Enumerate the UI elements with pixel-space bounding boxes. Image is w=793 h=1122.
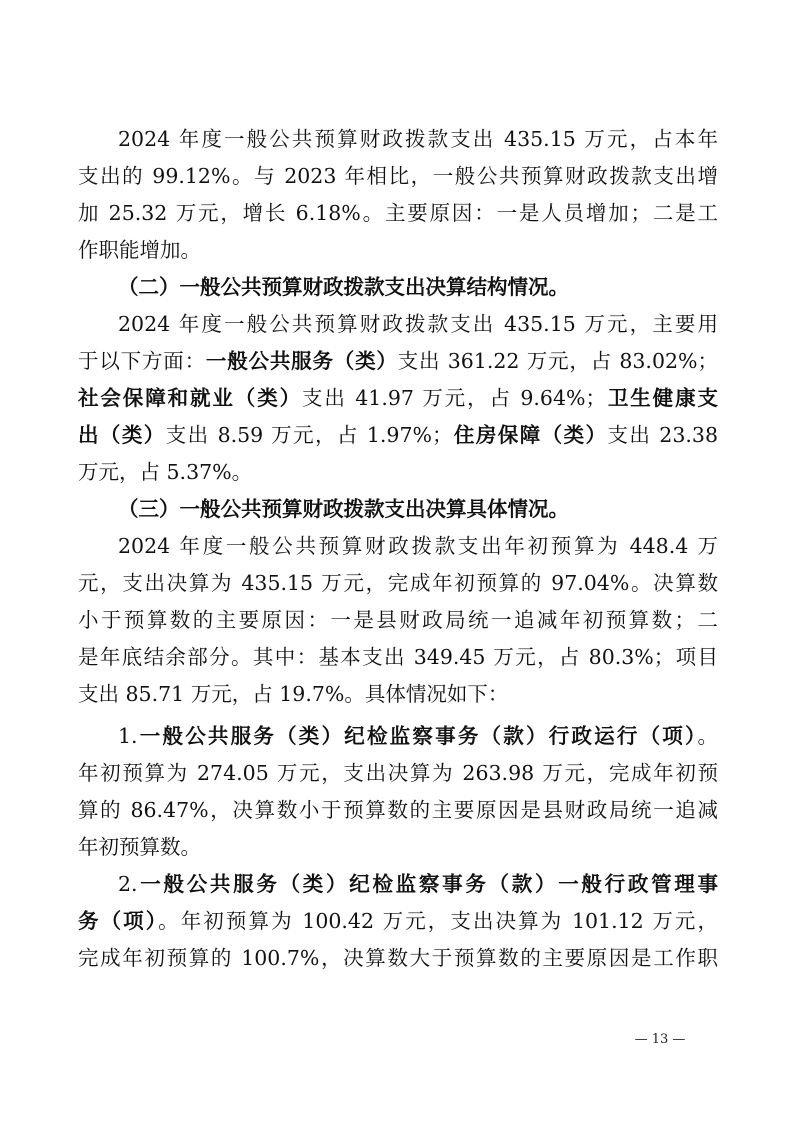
paragraph-line: 支出的 99.12%。与 2023 年相比，一般公共预算财政拨款支出增	[78, 164, 718, 188]
category-bold: 一般公共服务（类）	[205, 349, 398, 373]
text-span: 。	[697, 724, 718, 748]
text-span: 支出 23.38	[607, 423, 718, 447]
category-bold: 出（类）	[78, 423, 166, 447]
paragraph-line: 作职能增加。	[78, 238, 201, 262]
paragraph-line: 加 25.32 万元，增长 6.18%。主要原因：一是人员增加；二是工	[78, 201, 718, 225]
paragraph-line: 2024 年度一般公共预算财政拨款支出 435.15 万元，主要用	[118, 312, 718, 336]
item-title: 务（项）	[78, 909, 159, 933]
paragraph-line: 年初预算为 274.05 万元，支出决算为 263.98 万元，完成年初预	[78, 761, 718, 785]
category-bold: 住房保障（类）	[452, 423, 608, 447]
item-title: 一般公共服务（类）纪检监察事务（款）行政运行（项）	[137, 724, 698, 748]
text-span: 。年初预算为 100.42 万元，支出决算为 101.12 万元，	[158, 909, 718, 933]
text-span: 支出 361.22 万元，占 83.02%；	[397, 349, 719, 373]
category-bold: 社会保障和就业（类）	[78, 386, 303, 410]
paragraph-line	[78, 416, 718, 454]
paragraph-line: 算的 86.47%，决算数小于预算数的主要原因是县财政局统一追减	[78, 798, 718, 822]
paragraph-line: 小于预算数的主要原因：一是县财政局统一追减年初预算数；二	[78, 608, 718, 632]
paragraph-line: 是年底结余部分。其中：基本支出 349.45 万元，占 80.3%；项目	[78, 645, 718, 669]
paragraph-line: 年初预算数。	[78, 835, 201, 859]
text-span: 支出 41.97 万元，占 9.64%；	[302, 386, 606, 410]
paragraph-line: 2024 年度一般公共预算财政拨款支出 435.15 万元，占本年	[118, 127, 718, 151]
item-number: 2.	[118, 872, 138, 896]
item-heading	[118, 717, 718, 755]
category-bold: 卫生健康支	[605, 386, 718, 410]
paragraph-line: 2024 年度一般公共预算财政拨款支出年初预算为 448.4 万	[118, 534, 718, 558]
text-span: 支出 8.59 万元，占 1.97%；	[165, 423, 453, 447]
item-heading	[118, 865, 718, 903]
item-number: 1.	[118, 724, 138, 748]
paragraph-line	[78, 342, 718, 380]
paragraph-line: 支出 85.71 万元，占 19.7%。具体情况如下：	[78, 682, 509, 706]
paragraph-line: 完成年初预算的 100.7%，决算数大于预算数的主要原因是工作职	[78, 946, 718, 970]
text-span: 于以下方面：	[78, 349, 206, 373]
page-number: — 13 —	[634, 1032, 686, 1047]
paragraph-line: 元，支出决算为 435.15 万元，完成年初预算的 97.04%。决算数	[78, 571, 718, 595]
paragraph-line	[78, 902, 718, 940]
section-heading: （二）一般公共预算财政拨款支出决算结构情况。	[118, 275, 569, 299]
item-title: 一般公共服务（类）纪检监察事务（款）一般行政管理事	[137, 872, 718, 896]
section-heading: （三）一般公共预算财政拨款支出决算具体情况。	[118, 497, 569, 521]
paragraph-line	[78, 379, 718, 417]
paragraph-line: 万元，占 5.37%。	[78, 460, 253, 484]
